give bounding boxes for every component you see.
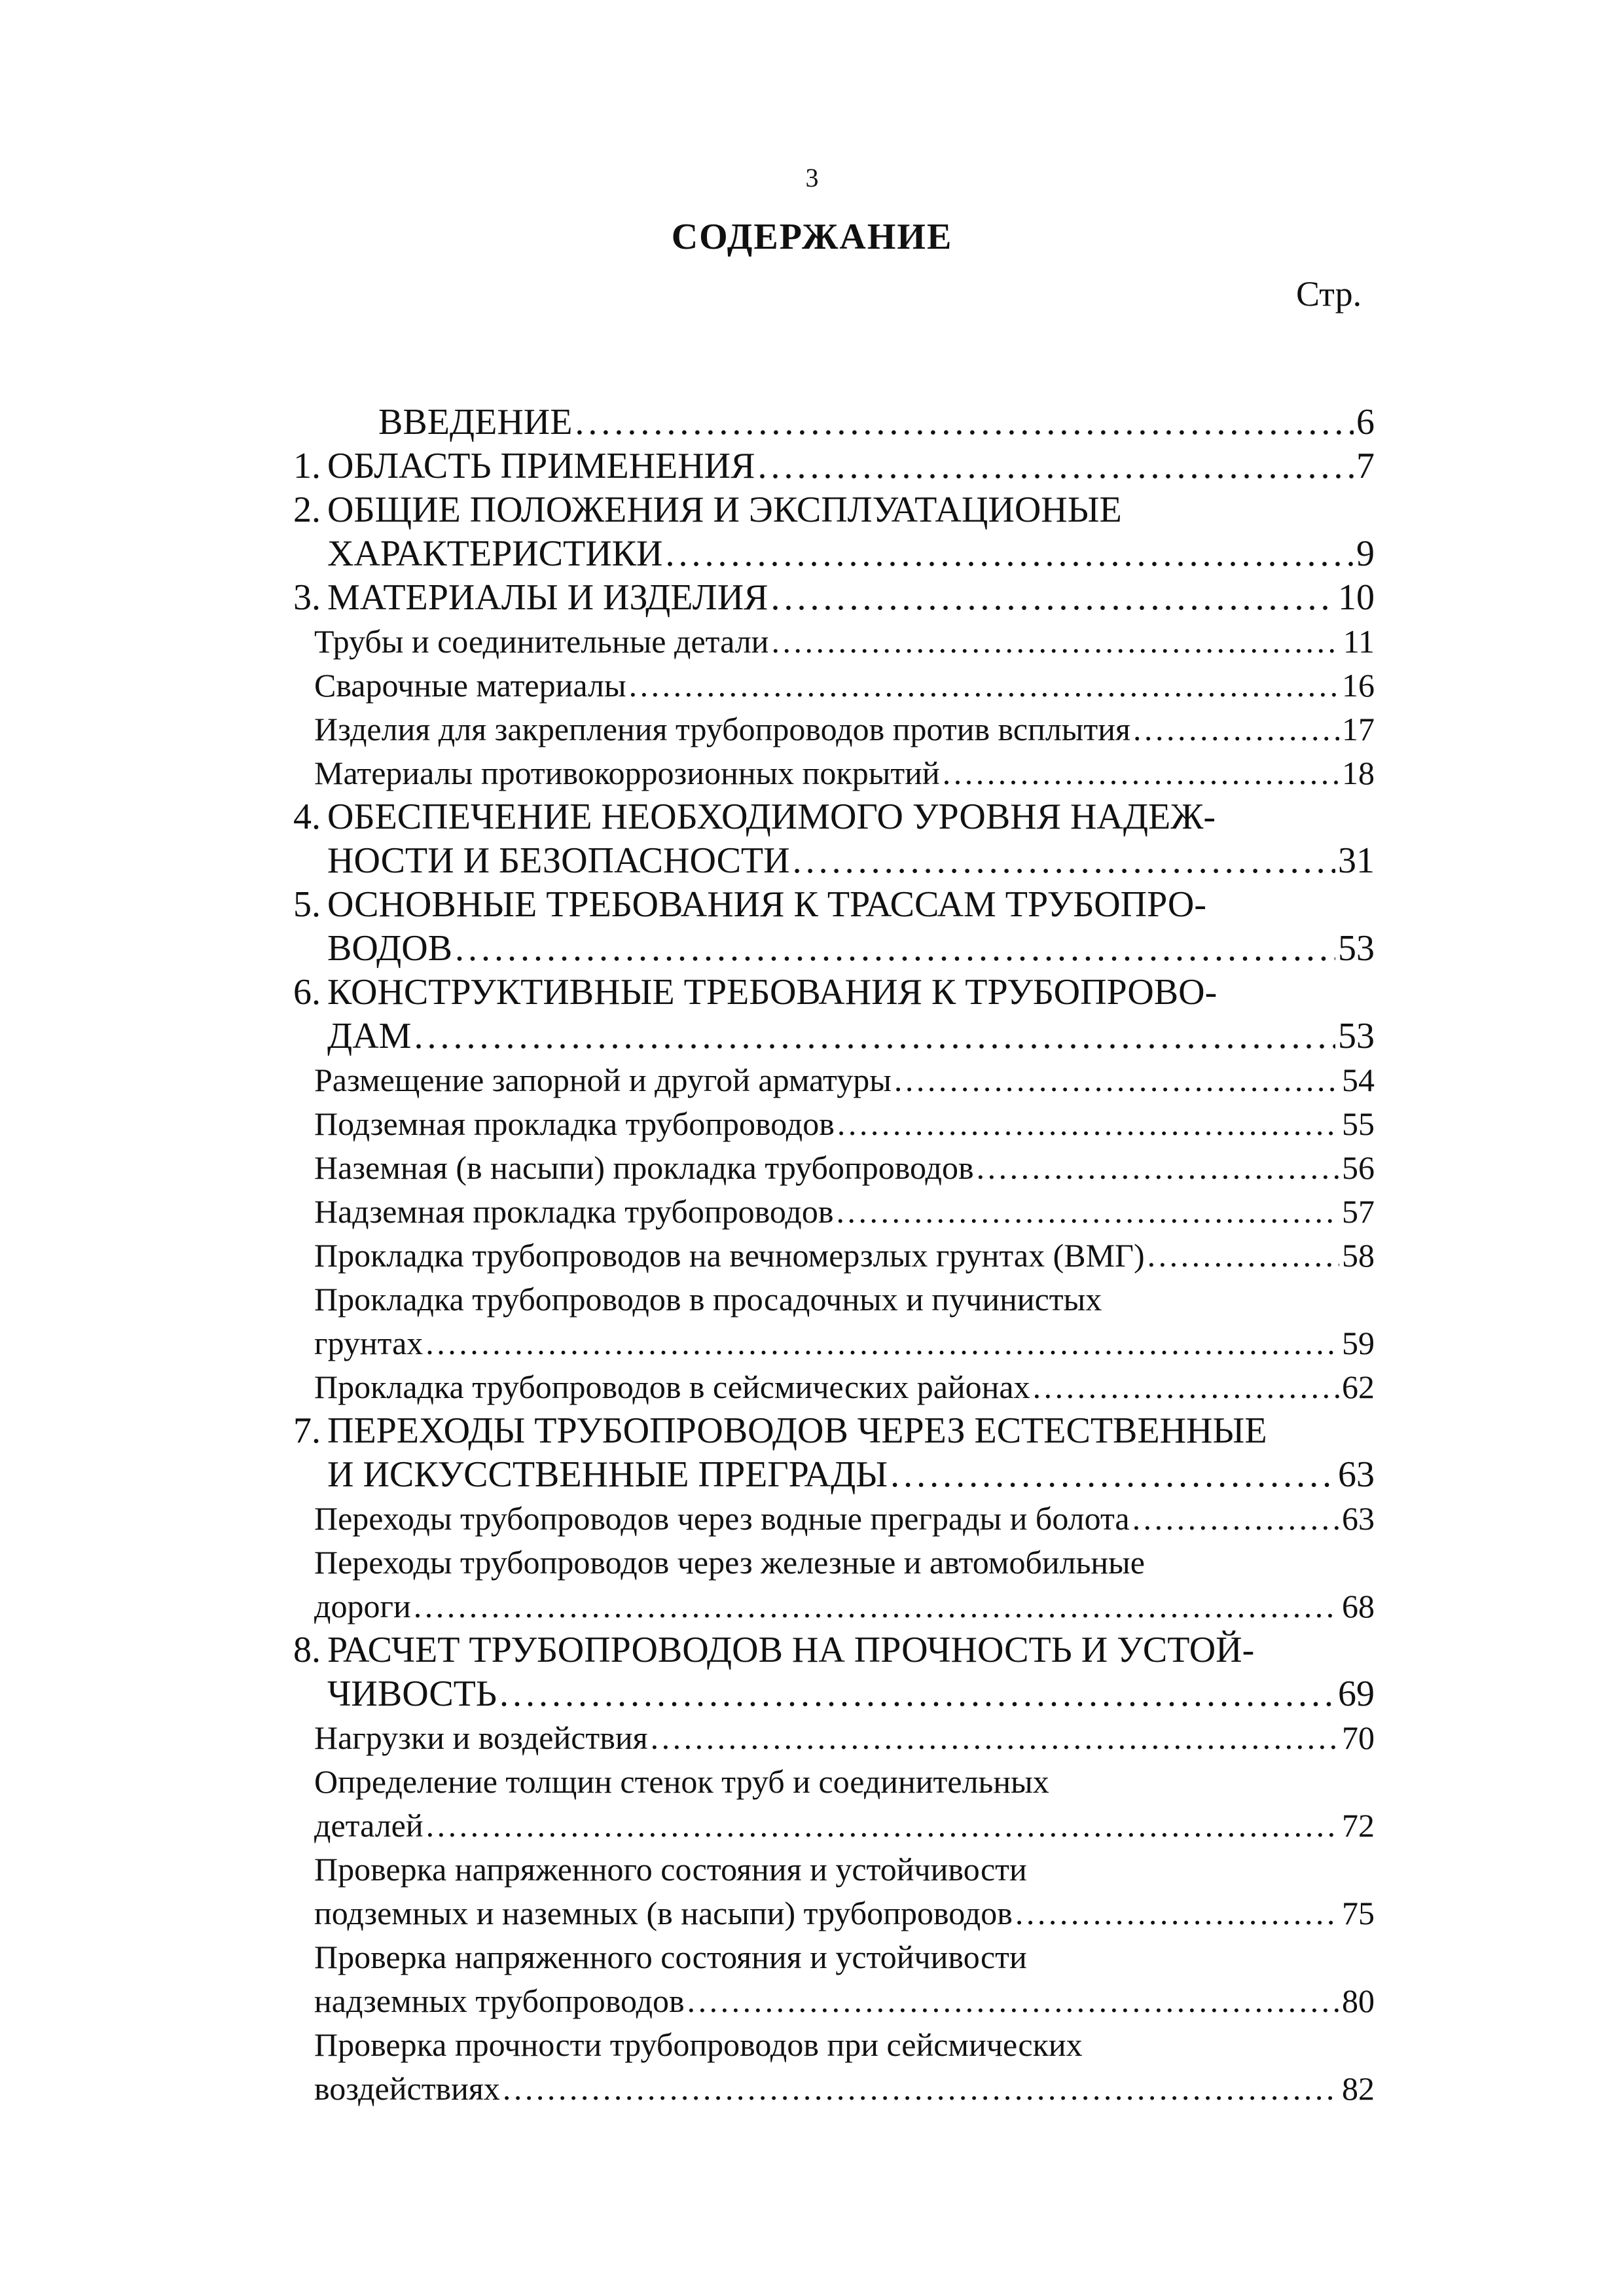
toc-entry-page: 59 — [1342, 1325, 1375, 1361]
toc-dot-leader — [771, 576, 1335, 620]
toc-entry-title: ОБЩИЕ ПОЛОЖЕНИЯ И ЭКСПЛУАТАЦИОНЫЕ — [327, 490, 1122, 530]
toc-dot-leader — [1033, 1365, 1339, 1409]
toc-dot-leader — [503, 2067, 1339, 2111]
toc-entry — [262, 1497, 1375, 1541]
toc-entry-number: 2. — [293, 490, 321, 530]
toc-entry-page: 68 — [1342, 1588, 1375, 1624]
toc-entry-page: 54 — [1342, 1062, 1375, 1098]
toc-entry — [262, 2067, 1375, 2111]
toc-entry-page: 7 — [1356, 446, 1375, 486]
toc-dot-leader — [629, 664, 1339, 708]
toc-entry-title: Проверка напряженного состояния и устойчивости — [314, 1851, 1027, 1888]
toc-entry — [262, 576, 1375, 620]
toc-entry-title: Переходы трубопроводов через водные преграды и болота — [314, 1500, 1130, 1537]
toc-dot-leader — [687, 1979, 1339, 2023]
toc-entry-title: МАТЕРИАЛЫ И ИЗДЕЛИЯ — [327, 577, 768, 618]
toc-entry-title: ДАМ — [327, 1016, 412, 1056]
toc-dot-leader — [1147, 1234, 1339, 1278]
toc-entry — [262, 927, 1375, 971]
toc-entry-title: дороги — [314, 1588, 411, 1624]
toc-entry-page: 53 — [1338, 928, 1375, 969]
toc-dot-leader — [943, 751, 1339, 795]
toc-entry-number: 7. — [293, 1410, 321, 1451]
toc-entry-page: 53 — [1338, 1016, 1375, 1056]
toc-entry-page: 63 — [1342, 1500, 1375, 1537]
toc-entry-page: 69 — [1338, 1674, 1375, 1714]
toc-entry-page: 75 — [1342, 1895, 1375, 1931]
toc-entry-title: Прокладка трубопроводов на вечномерзлых грунтах (ВМГ) — [314, 1237, 1145, 1274]
toc-entry-title: ОБЛАСТЬ ПРИМЕНЕНИЯ — [327, 446, 755, 486]
toc-entry-page: 55 — [1342, 1105, 1375, 1142]
toc-entry-title: Наземная (в насыпи) прокладка трубопроводов — [314, 1149, 974, 1186]
toc-entry-page: 9 — [1356, 533, 1375, 574]
toc-dot-leader — [651, 1716, 1339, 1760]
toc-entry-title: ПЕРЕХОДЫ ТРУБОПРОВОДОВ ЧЕРЕЗ ЕСТЕСТВЕННЫЕ — [327, 1410, 1267, 1451]
toc-entry-title: деталей — [314, 1807, 424, 1844]
toc-dot-leader — [665, 532, 1354, 576]
toc-entry-title: грунтах — [314, 1325, 424, 1361]
toc-entry — [262, 1804, 1375, 1848]
toc-entry-page: 72 — [1342, 1807, 1375, 1844]
toc-entry — [262, 1409, 1375, 1453]
page-title: СОДЕРЖАНИЕ — [671, 217, 953, 257]
toc-entry — [262, 1935, 1375, 1979]
toc-entry — [262, 1321, 1375, 1365]
toc-entry — [262, 664, 1375, 708]
toc-entry — [262, 708, 1375, 751]
toc-entry-title: Прокладка трубопроводов в просадочных и пучинистых — [314, 1281, 1102, 1318]
toc-entry — [262, 751, 1375, 795]
toc-entry-page: 17 — [1342, 711, 1375, 747]
toc-entry-title: ОСНОВНЫЕ ТРЕБОВАНИЯ К ТРАССАМ ТРУБОПРО- — [327, 884, 1206, 925]
toc-entry-title: НОСТИ И БЕЗОПАСНОСТИ — [327, 840, 790, 881]
toc-entry-title: Проверка прочности трубопроводов при сейсмических — [314, 2026, 1083, 2063]
toc-entry-title: Размещение запорной и другой арматуры — [314, 1062, 892, 1098]
toc-entry-title: ХАРАКТЕРИСТИКИ — [327, 533, 663, 574]
toc-entry-page: 11 — [1343, 623, 1375, 660]
toc-dot-leader — [890, 1453, 1335, 1497]
toc-entry-title: надземных трубопроводов — [314, 1982, 685, 2019]
toc-entry-page: 82 — [1342, 2070, 1375, 2107]
toc-entry-number: 5. — [293, 884, 321, 925]
toc-entry-title: ЧИВОСТЬ — [327, 1674, 497, 1714]
toc-entry-number: 4. — [293, 797, 321, 837]
toc-entry-number: 8. — [293, 1630, 321, 1670]
toc-entry-page: 62 — [1342, 1369, 1375, 1405]
toc-entry-number: 6. — [293, 972, 321, 1013]
toc-entry-page: 18 — [1342, 755, 1375, 791]
toc-entry — [262, 839, 1375, 883]
toc-entry — [262, 883, 1375, 927]
toc-entry-title: РАСЧЕТ ТРУБОПРОВОДОВ НА ПРОЧНОСТЬ И УСТОЙ- — [327, 1630, 1255, 1670]
toc-entry — [262, 1102, 1375, 1146]
toc-entry-page: 56 — [1342, 1149, 1375, 1186]
toc-entry — [262, 444, 1375, 488]
toc-dot-leader — [837, 1102, 1339, 1146]
toc-entry-page: 80 — [1342, 1982, 1375, 2019]
toc-entry-title: Переходы трубопроводов через железные и автомобильные — [314, 1544, 1145, 1581]
toc-entry — [262, 620, 1375, 664]
toc-dot-leader — [575, 401, 1354, 444]
toc-entry-page: 10 — [1338, 577, 1375, 618]
toc-entry-title: И ИСКУССТВЕННЫЕ ПРЕГРАДЫ — [327, 1454, 888, 1495]
toc-entry — [262, 971, 1375, 1014]
toc-dot-leader — [793, 839, 1335, 883]
page-column-label: Стр. — [1296, 274, 1362, 314]
toc-entry-page: 63 — [1338, 1454, 1375, 1495]
toc-entry — [262, 1278, 1375, 1321]
toc-entry-title: КОНСТРУКТИВНЫЕ ТРЕБОВАНИЯ К ТРУБОПРОВО- — [327, 972, 1218, 1013]
toc-entry — [262, 1672, 1375, 1716]
toc-entry — [262, 1848, 1375, 1892]
toc-entry-page: 57 — [1342, 1193, 1375, 1230]
toc-dot-leader — [499, 1672, 1335, 1716]
toc-entry — [262, 1541, 1375, 1585]
toc-entry-page: 58 — [1342, 1237, 1375, 1274]
toc-entry — [262, 1453, 1375, 1497]
toc-entry — [262, 1979, 1375, 2023]
toc-entry — [262, 532, 1375, 576]
table-of-contents — [262, 401, 1375, 2111]
toc-entry-title: Подземная прокладка трубопроводов — [314, 1105, 835, 1142]
toc-entry-title: Прокладка трубопроводов в сейсмических районах — [314, 1369, 1030, 1405]
toc-dot-leader — [455, 927, 1335, 971]
toc-dot-leader — [1015, 1892, 1339, 1935]
toc-entry — [262, 1234, 1375, 1278]
toc-dot-leader — [1132, 1497, 1339, 1541]
toc-entry — [262, 795, 1375, 839]
toc-dot-leader — [426, 1804, 1339, 1848]
toc-entry — [262, 1628, 1375, 1672]
toc-dot-leader — [414, 1014, 1335, 1058]
toc-entry-title: Проверка напряженного состояния и устойчивости — [314, 1939, 1027, 1975]
toc-entry-title: Нагрузки и воздействия — [314, 1719, 648, 1756]
toc-entry-page: 31 — [1338, 840, 1375, 881]
page-number: 3 — [805, 163, 819, 192]
toc-entry-title: ОБЕСПЕЧЕНИЕ НЕОБХОДИМОГО УРОВНЯ НАДЕЖ- — [327, 797, 1216, 837]
toc-entry — [262, 1190, 1375, 1234]
toc-entry-title: подземных и наземных (в насыпи) трубопроводов — [314, 1895, 1013, 1931]
toc-dot-leader — [1133, 708, 1339, 751]
toc-dot-leader — [414, 1585, 1339, 1628]
toc-dot-leader — [836, 1190, 1339, 1234]
toc-entry-number: 3. — [293, 577, 321, 618]
toc-entry-page: 6 — [1356, 402, 1375, 442]
toc-dot-leader — [425, 1321, 1339, 1365]
toc-entry-page: 70 — [1342, 1719, 1375, 1756]
toc-entry — [262, 1716, 1375, 1760]
toc-entry-title: Материалы противокоррозионных покрытий — [314, 755, 940, 791]
toc-entry — [262, 1058, 1375, 1102]
toc-dot-leader — [894, 1058, 1339, 1102]
toc-entry — [262, 1146, 1375, 1190]
toc-dot-leader — [977, 1146, 1339, 1190]
toc-entry-title: ВОДОВ — [327, 928, 452, 969]
toc-entry-title: Изделия для закрепления трубопроводов против всплытия — [314, 711, 1130, 747]
toc-dot-leader — [771, 620, 1340, 664]
toc-entry-title: Определение толщин стенок труб и соединительных — [314, 1763, 1049, 1800]
toc-entry-title: Сварочные материалы — [314, 667, 626, 704]
toc-entry — [262, 1892, 1375, 1935]
toc-entry-title: ВВЕДЕНИЕ — [378, 402, 573, 442]
toc-entry — [262, 401, 1375, 444]
toc-entry-title: Трубы и соединительные детали — [314, 623, 769, 660]
toc-dot-leader — [757, 444, 1354, 488]
toc-entry-page: 16 — [1342, 667, 1375, 704]
toc-entry — [262, 488, 1375, 532]
toc-entry — [262, 2023, 1375, 2067]
toc-entry — [262, 1760, 1375, 1804]
toc-entry — [262, 1014, 1375, 1058]
toc-entry-number: 1. — [293, 446, 321, 486]
toc-entry-title: воздействиях — [314, 2070, 500, 2107]
toc-entry — [262, 1585, 1375, 1628]
toc-entry — [262, 1365, 1375, 1409]
toc-entry-title: Надземная прокладка трубопроводов — [314, 1193, 834, 1230]
